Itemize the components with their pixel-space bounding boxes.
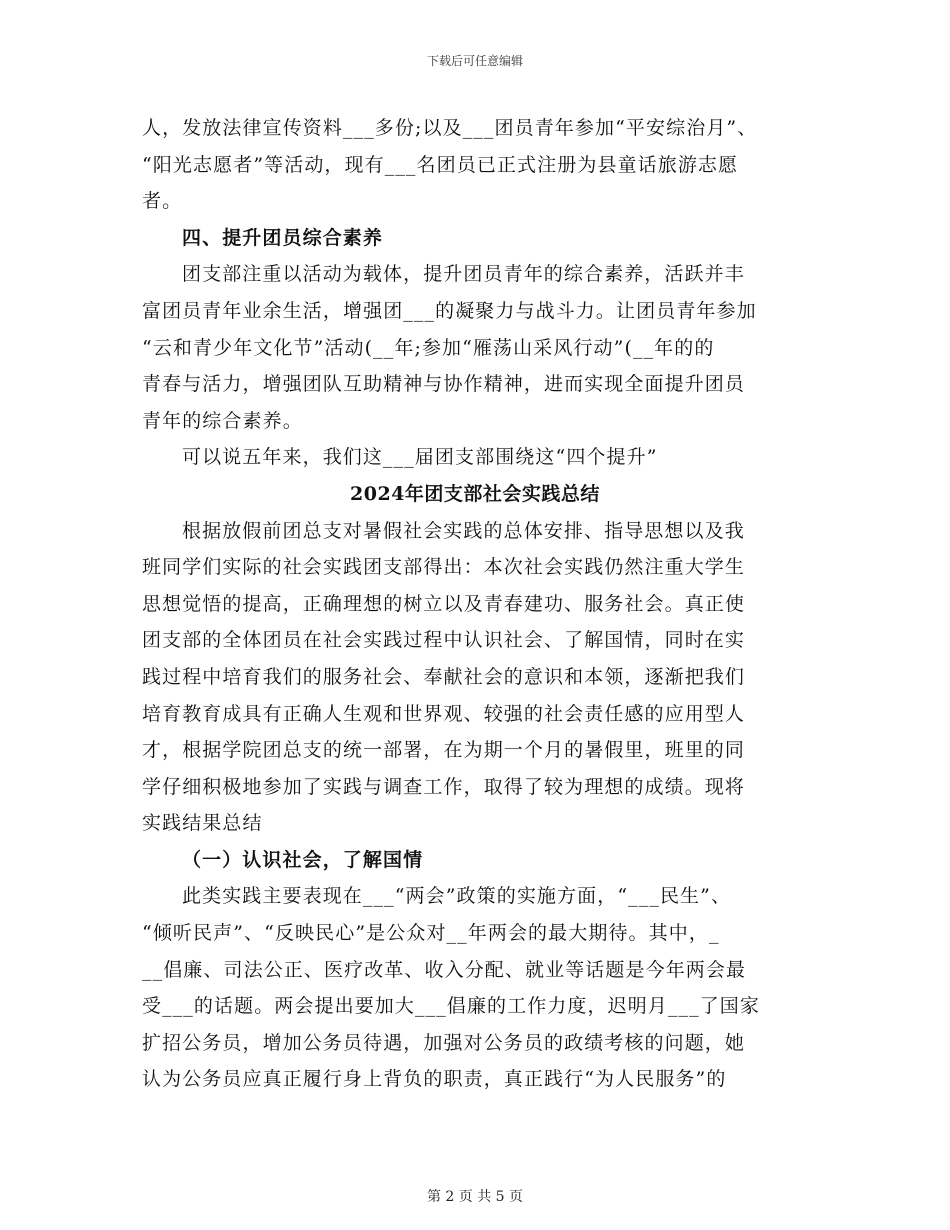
text-line: 富团员青年业余生活，增强团___的凝聚力与战斗力。让团员青年参加 <box>142 299 757 322</box>
text-line: 受___的话题。两会提出要加大___倡廉的工作力度，迟明月___了国家 <box>142 995 761 1018</box>
text-line: 者。 <box>142 190 183 213</box>
text-line: 根据放假前团总支对暑假社会实践的总体安排、指导思想以及我 <box>182 519 745 542</box>
document-body <box>142 110 808 1098</box>
text-line: 团支部注重以活动为载体，提升团员青年的综合素养，活跃并丰 <box>182 263 745 286</box>
text-line: 可以说五年来，我们这___届团支部围绕这“四个提升” <box>182 446 658 469</box>
text-line: 青年的综合素养。 <box>142 409 303 432</box>
text-line: 认为公务员应真正履行身上背负的职责，真正践行“为人民服务”的 <box>142 1068 727 1091</box>
text-line: 实践结果总结 <box>142 812 263 835</box>
text-line: 团支部的全体团员在社会实践过程中认识社会、了解国情，同时在实 <box>142 629 746 652</box>
page-footer: 第 2 页 共 5 页 <box>426 1189 524 1205</box>
heading-line: 四、提升团员综合素养 <box>182 226 384 249</box>
text-line: 才，根据学院团总支的统一部署，在为期一个月的暑假里，班里的同 <box>142 739 746 762</box>
text-line: 青春与活力，增强团队互助精神与协作精神，进而实现全面提升团员 <box>142 373 746 396</box>
text-line: 践过程中培育我们的服务社会、奉献社会的意识和本领，逐渐把我们 <box>142 665 746 688</box>
text-line: “云和青少年文化节”活动(__年;参加“雁荡山采风行动”(__年的的 <box>142 336 715 359</box>
page-header: 下载后可任意编辑 <box>426 54 523 68</box>
text-line: “倾听民声”、“反映民心”是公众对__年两会的最大期待。其中，_ <box>142 922 720 945</box>
heading-line: 2024年团支部社会实践总结 <box>350 482 600 505</box>
text-line: __倡廉、司法公正、医疗改革、收入分配、就业等话题是今年两会最 <box>142 958 747 981</box>
text-line: “阳光志愿者”等活动，现有___名团员已正式注册为县童话旅游志愿 <box>142 153 739 176</box>
text-line: 思想觉悟的提高，正确理想的树立以及青春建功、服务社会。真正使 <box>142 592 746 615</box>
heading-line: （一）认识社会，了解国情 <box>182 848 424 871</box>
text-line: 班同学们实际的社会实践团支部得出：本次社会实践仍然注重大学生 <box>142 556 746 579</box>
text-line: 培育教育成具有正确人生观和世界观、较强的社会责任感的应用型人 <box>142 702 746 725</box>
text-line: 此类实践主要表现在___“两会”政策的实施方面，“___民生”、 <box>182 885 732 908</box>
text-line: 人，发放法律宣传资料___多份;以及___团员青年参加“平安综治月”、 <box>142 117 758 139</box>
text-line: 扩招公务员，增加公务员待遇，加强对公务员的政绩考核的问题，她 <box>142 1031 746 1054</box>
text-line: 学仔细积极地参加了实践与调查工作，取得了较为理想的成绩。现将 <box>142 775 746 798</box>
